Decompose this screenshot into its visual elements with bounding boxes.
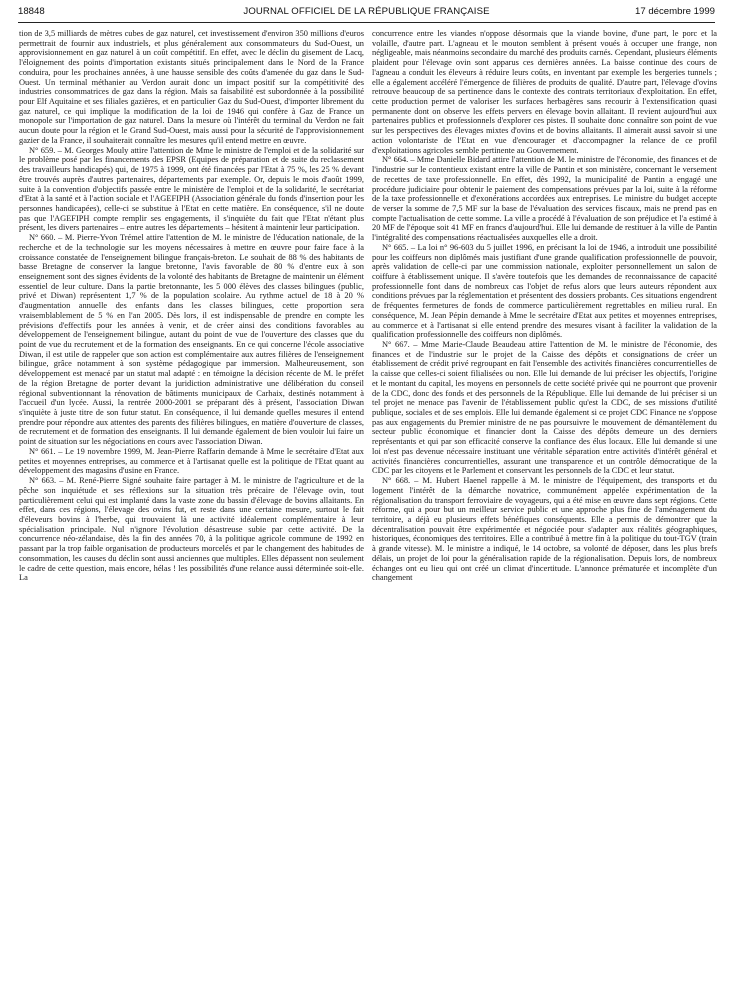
question-659: N° 659. – M. Georges Mouly attire l'attention de Mme le ministre de l'emploi et de la solidarité sur le problème posé par les financements des EPSR (Equipes de préparation et de suite du reclassement des travailleurs handicapés) qui, de 1975 à 1999, ont été financées par l'Etat à 75 %, les 25 % devant être trouvés auprès d'autres partenaires, départements par exemple. Or, depuis le mois d'août 1999, suite à la convention d'objectifs passée entre le ministère de l'emploi et de la solidarité, le secrétariat d'Etat à la santé et à l'action sociale et l'AGEFIPH (Association générale du fonds d'insertion pour les personnes handicapées), celle-ci se substitue à l'Etat en cette matière. En conséquence, s'il ne doute pas que l'AGEFIPH compte remplir ses engagements, il s'inquiète du fait que l'Etat n'étant plus présent, les divers partenaires – entre autres les départements – hésitent à maintenir leur participation. [19,145,364,233]
header-rule [18,22,715,23]
right-column [372,29,717,583]
issue-date: 17 décembre 1999 [634,6,715,17]
question-667: N° 667. – Mme Marie-Claude Beaudeau attire l'attention de M. le ministre de l'économie, des finances et de l'industrie sur le projet de la Caisse des dépôts et consignations de créer un établissement de crédit privé regroupant en fait l'ensemble des activités financières concurrentielles de la caisse que celles-ci soient filialisées ou non. Elle lui demande de lui préciser les objectifs, l'origine et le montant du capital, les moyens en personnels de cette société privée qui ne pourront que provenir de la CDC, donc des fonds et des personnels de la République. Elle lui demande de lui préciser si un tel projet ne menace pas l'avenir de l'établissement public qu'est la CDC, de ses missions d'utilité publique, sociales et de ses emplois. Elle lui demande également si ce projet CDC Finance ne s'oppose pas aux engagements du Premier ministre de ne pas poursuivre le mouvement de démantèlement du secteur public économique et financier dont la Caisse des dépôts demeure un des derniers représentants et qui par son efficacité conserve la confiance des élus locaux. Elle lui demande si une loi n'est pas devenue nécessaire instituant une véritable séparation entre activités d'intérêt général et activités financières concurrentielles, assurant une transparence et un contrôle démocratique de la CDC par les citoyens et le Parlement et conservant les personnels de la CDC et leur statut. [372,340,717,476]
question-668: N° 668. – M. Hubert Haenel rappelle à M. le ministre de l'équipement, des transports et du logement l'intérêt de la démarche novatrice, communément appelée expérimentation de la régionalisation du transport ferroviaire de voyageurs, qui a été mise en œuvre dans sept régions. Cette réforme, qui a pour but un meilleur service public et une approche plus fine de l'aménagement du territoire, a déjà eu plusieurs effets bénéfiques conséquents. Elle a permis de démontrer que la décentralisation pouvait être expérimentée et négociée pour s'adapter aux réalités géographiques, historiques, économiques des territoires. Elle a contribué à mettre fin à la politique du tout-TGV (train à grande vitesse). M. le ministre a indiqué, le 14 octobre, sa volonté de déposer, dans les plus brefs délais, un projet de loi pour la généralisation rapide de la régionalisation. Depuis lors, de nombreux échanges ont eu lieu qui ont créé un climat d'incertitude. L'annonce prématurée et incomplète d'un changement [372,476,717,583]
question-660: N° 660. – M. Pierre-Yvon Trémel attire l'attention de M. le ministre de l'éducation nationale, de la recherche et de la technologie sur les moyens nécessaires à mettre en œuvre pour faire face à la croissance constatée de l'enseignement bilingue français-breton. Le souhait de 88 % des habitants de basse Bretagne de conserver la langue bretonne, l'avis favorable de 80 % d'entre eux à son enseignement sont des signes évidents de la volonté des habitants de Bretagne de maintenir un élément essentiel de leur culture. Dans la partie bretonnante, les 5 000 élèves des classes bilingues (public, privé et Diwan) représentent 1,7 % de la population scolaire. Au rythme actuel de 18 à 20 % d'augmentation annuelle des enfants dans les classes bilingues, cette proportion sera vraisemblablement de 5 % en l'an 2005. Dès lors, il est indispensable de prendre en compte les prévisions d'effectifs pour les années à venir, et de créer ainsi des conditions favorables au développement de l'enseignement bilingue, autant du point de vue de l'ouverture des classes que du point de vue du recrutement et de la formation des enseignants. En ce qui concerne l'école associative Diwan, il est utile de rappeler que son action est complémentaire aux autres filières de l'enseignement bilingue, grâce notamment à son système pédagogique par immersion. Malheureusement, son développement est menacé par un statut mal adapté : en témoigne la décision récente de M. le préfet de la région Bretagne de porter devant la juridiction administrative une délibération du conseil régional subventionnant la rénovation de bâtiments municipaux de Carhaix, destinés notamment à l'accueil d'un lycée. Aussi, la rentrée 2000-2001 se préparant dès à présent, l'association Diwan s'inquiète à juste titre de son futur statut. En conséquence, il lui demande quelles mesures il entend prendre pour répondre aux attentes des parents des filières bilingues, en matière d'ouverture de classes, de recrutement et de formation des enseignants. Il lui demande également de bien vouloir lui faire un point de situation sur les négociations en cours avec l'association Diwan. [19,233,364,447]
question-664: N° 664. – Mme Danielle Bidard attire l'attention de M. le ministre de l'économie, des finances et de l'industrie sur le contentieux existant entre la ville de Pantin et son ministère, concernant le versement de recettes de taxe professionnelle. En effet, dès 1992, la municipalité de Pantin a engagé une procédure judiciaire pour obtenir le paiement des compensations prévues par la loi, suite à la réforme de la taxe professionnelle et d'exonérations accordées aux entreprises. Le ministre du budget accepte de verser la somme de 7,5 MF sur la base de l'évaluation des services fiscaux, mais ne prend pas en compte l'actualisation de cette somme. La ville a procédé à l'évaluation de son préjudice et l'a estimé à 20 MF de l'époque soit 41 MF en francs d'aujourd'hui. Elle lui demande de restituer à la ville de Pantin l'intégralité des compensations réactualisées auxquelles elle a droit. [372,155,717,243]
question-663-continued: concurrence entre les viandes n'oppose désormais que la viande bovine, d'une part, le porc et la volaille, d'autre part. L'agneau et le mouton semblent à présent voués à occuper une frange, non négligeable, mais néanmoins secondaire du marché des produits carnés. Cependant, plusieurs éléments plaident pour l'élevage ovin sont apparus ces dernières années. La baisse continue des cours de l'agneau a conduit les éleveurs à réduire leurs coûts, en inventant par exemple les bergeries tunnels ; elle a également accéléré l'émergence de filières de produits de qualité. D'autre part, l'élevage d'ovins retrouve beaucoup de sa pertinence dans le contexte des contrats territoriaux d'exploitation. En effet, cette production permet de valoriser les surfaces herbagères sans recourir à l'extensification quasi permanente dont on observe les effets pervers en élevage bovin allaitant. Il revient aujourd'hui aux partenaires publics et professionnels d'explorer ces pistes. Il souhaite donc connaître son point de vue sur les perspectives des élevages mixtes d'ovins et de bovins allaitants. Il aimerait aussi savoir si une action volontariste de l'Etat en vue d'encourager et d'accompagner la relance de ce profil d'exploitations agricoles semble pertinente au Gouvernement. [372,29,717,155]
question-661: N° 661. – Le 19 novembre 1999, M. Jean-Pierre Raffarin demande à Mme le secrétaire d'Etat aux petites et moyennes entreprises, au commerce et à l'artisanat quelle est la politique de l'Etat quant au développement des magasins d'usine en France. [19,446,364,476]
question-paragraph-continued: tion de 3,5 milliards de mètres cubes de gaz naturel, cet investissement d'environ 350 millions d'euros permettrait de fournir aux industriels, et plus généralement aux consommateurs du Sud-Ouest, un approvisionnement en gaz naturel à un coût compétitif. En effet, avec le déclin du gisement de Lacq, l'éloignement des points d'importation existants situés principalement dans le Nord de la France conduira, pour les prochaines années, à une hausse sensible des coûts d'amenée du gaz dans le Sud-Ouest. Un terminal méthanier au Verdon aurait donc un impact positif sur la compétitivité des industries consommatrices de gaz dans la région. Mais sa faisabilité est subordonnée à la possibilité pour Elf Aquitaine et ses filiales gazières, et en particulier Gaz du Sud-Ouest, d'importer librement du gaz naturel, ce qui implique la modification de la loi de 1946 qui confère à Gaz de France un monopole sur l'importation de gaz naturel. Dans la mesure où l'intérêt du terminal du Verdon ne fait aucun doute pour la région et le Grand Sud-Ouest, mais aussi pour la sécurité de l'approvisionnement gazier de la France, il souhaiterait connaître les mesures qu'il entend mettre en œuvre. [19,29,364,145]
question-665: N° 665. – La loi n° 96-603 du 5 juillet 1996, en précisant la loi de 1946, a introduit une possibilité pour les coiffeurs non diplômés mais justifiant d'une grande qualification professionnelle de pouvoir, après validation de celle-ci par une commission nationale, exploiter personnellement un salon de coiffure à établissement unique. Il s'avère toutefois que les demandes de reconnaissance de capacité professionnelle font dans de nombreux cas l'objet de refus alors que leurs auteurs répondent aux conditions prévues par la réglementation et présentent des dossiers probants. Ces situations engendrent de fréquentes fermetures de fonds de commerce particulièrement regrettables en milieu rural. En conséquence, M. Jean Pépin demande à Mme le secrétaire d'Etat aux petites et moyennes entreprises, au commerce et à l'artisanat si elle entend prendre des mesures visant à faciliter la validation de la qualification professionnelle des coiffeurs non diplômés. [372,242,717,340]
left-column [19,29,364,583]
journal-title: JOURNAL OFFICIEL DE LA RÉPUBLIQUE FRANÇAISE [243,6,490,17]
page-number: 18848 [18,6,45,17]
question-663: N° 663. – M. René-Pierre Signé souhaite faire partager à M. le ministre de l'agriculture et de la pêche son inquiétude et ses réflexions sur la situation très précaire de l'élevage ovin, tout particulièrement celui qui est implanté dans la vaste zone du bassin d'élevage de bovins allaitants. En effet, dans ces régions, l'élevage des ovins fut, et reste dans une certaine mesure, surtout le fait d'éleveurs bovins à l'herbe, qui trouvaient là une activité idéalement complémentaire à leur spécialisation principale. Nul n'ignore l'évolution désastreuse subie par cette activité. De la concurrence néo-zélandaise, dès la fin des années 70, à la politique agricole commune de 1992 en passant par la trop faible organisation de producteurs morcelés et par le changement des habitudes de consommation, les causes du déclin sont aussi anciennes que multiples. Elles dépassent non seulement le cadre de cette question, mais encore, hélas ! les possibilités d'une relance aussi déterminée soit-elle. La [19,476,364,583]
